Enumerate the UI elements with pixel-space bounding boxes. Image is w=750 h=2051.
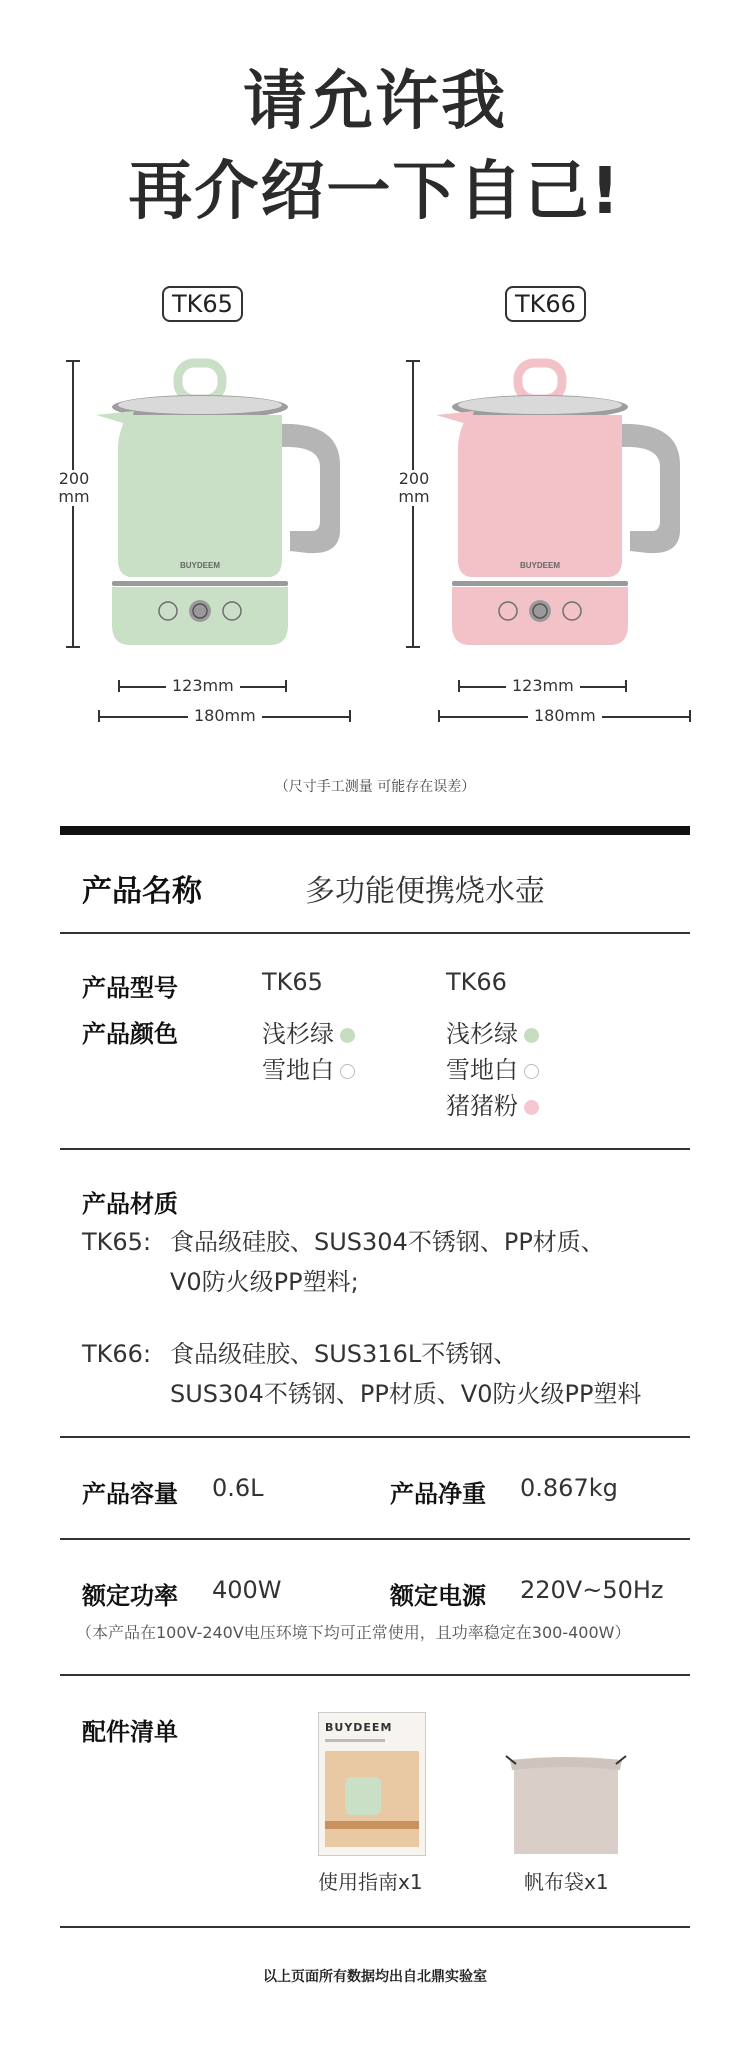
manual-image bbox=[318, 1712, 426, 1856]
capacity-label: 产品容量 bbox=[82, 1480, 178, 1508]
outer-width-tick-r2 bbox=[689, 710, 691, 722]
green-swatch-icon-2 bbox=[524, 1028, 539, 1043]
divider-5 bbox=[60, 1674, 690, 1676]
divider-6 bbox=[60, 1926, 690, 1928]
tk66-color-white bbox=[446, 1050, 539, 1085]
tk66-material-line1: 食品级硅胶、SUS316L不锈钢、 bbox=[170, 1340, 518, 1368]
power-label: 额定功率 bbox=[82, 1582, 178, 1610]
tk65-color-green-text: 浅杉绿 bbox=[262, 1020, 334, 1048]
manual-photo bbox=[325, 1751, 419, 1847]
tk66-color-white-text: 雪地白 bbox=[446, 1056, 518, 1084]
inner-width-label-right: 123mm bbox=[506, 676, 580, 695]
product-name-value: 多功能便携烧水壶 bbox=[305, 874, 545, 909]
accessory-label: 配件清单 bbox=[82, 1718, 178, 1746]
divider-4 bbox=[60, 1538, 690, 1540]
power-value: 400W bbox=[212, 1576, 282, 1604]
supply-value: 220V~50Hz bbox=[520, 1576, 664, 1604]
manual-subtitle-bar bbox=[325, 1739, 385, 1742]
height-value-right: 200 bbox=[398, 469, 430, 488]
white-swatch-icon-2 bbox=[524, 1064, 539, 1079]
manual-kettle-shape bbox=[345, 1777, 381, 1815]
tk66-color-pink-text: 猪猪粉 bbox=[446, 1092, 518, 1120]
manual-brand: BUYDEEM bbox=[325, 1721, 393, 1734]
section-divider-thick bbox=[60, 826, 690, 835]
tk65-material-line2: V0防火级PP塑料; bbox=[170, 1268, 359, 1296]
canvas-bag-image bbox=[496, 1750, 636, 1860]
divider-3 bbox=[60, 1436, 690, 1438]
tk65-color-green bbox=[262, 1014, 355, 1049]
manual-label: 使用指南x1 bbox=[318, 1870, 423, 1894]
tk65-color-white bbox=[262, 1050, 355, 1085]
outer-width-label-left: 180mm bbox=[188, 706, 262, 725]
tk66-material-line2: SUS304不锈钢、PP材质、V0防火级PP塑料 bbox=[170, 1380, 642, 1408]
material-label: 产品材质 bbox=[82, 1190, 178, 1218]
page-title-line2: 再介绍一下自己! bbox=[128, 155, 622, 229]
color-label: 产品颜色 bbox=[82, 1020, 178, 1048]
inner-width-tick-r bbox=[285, 680, 287, 692]
bag-label: 帆布袋x1 bbox=[524, 1870, 609, 1894]
weight-value: 0.867kg bbox=[520, 1474, 618, 1502]
divider-1 bbox=[60, 932, 690, 934]
tk65-material-prefix: TK65: bbox=[82, 1228, 152, 1256]
kettle-tk65-image bbox=[90, 355, 360, 655]
page-title-line1: 请允许我 bbox=[243, 65, 507, 139]
measurement-note: （尺寸手工测量 可能存在误差） bbox=[274, 779, 476, 795]
product-name-label: 产品名称 bbox=[82, 874, 202, 909]
model-label: 产品型号 bbox=[82, 974, 178, 1002]
power-note: （本产品在100V-240V电压环境下均可正常使用，且功率稳定在300-400W） bbox=[76, 1623, 631, 1642]
kettle-tk66-image bbox=[430, 355, 700, 655]
model-tag-tk66: TK66 bbox=[505, 286, 586, 322]
kettle-brand-right: BUYDEEM bbox=[519, 561, 561, 570]
pink-swatch-icon bbox=[524, 1100, 539, 1115]
height-unit: mm bbox=[58, 487, 90, 506]
model-tk65: TK65 bbox=[262, 968, 323, 996]
kettle-brand-left: BUYDEEM bbox=[179, 561, 221, 570]
outer-width-label-right: 180mm bbox=[528, 706, 602, 725]
tk65-material-line1: 食品级硅胶、SUS304不锈钢、PP材质、 bbox=[170, 1228, 605, 1256]
tk66-color-pink bbox=[446, 1086, 539, 1121]
tk66-color-green-text: 浅杉绿 bbox=[446, 1020, 518, 1048]
tk66-color-green bbox=[446, 1014, 539, 1049]
model-tag-tk65: TK65 bbox=[162, 286, 243, 322]
green-swatch-icon bbox=[340, 1028, 355, 1043]
tk66-material-prefix: TK66: bbox=[82, 1340, 152, 1368]
height-unit-right: mm bbox=[398, 487, 430, 506]
supply-label: 额定电源 bbox=[390, 1582, 486, 1610]
weight-label: 产品净重 bbox=[390, 1480, 486, 1508]
height-dim-bottom-cap-right bbox=[406, 646, 420, 648]
outer-width-tick-r bbox=[349, 710, 351, 722]
capacity-value: 0.6L bbox=[212, 1474, 264, 1502]
manual-table-shape bbox=[325, 1821, 419, 1829]
inner-width-label-left: 123mm bbox=[166, 676, 240, 695]
footer-note: 以上页面所有数据均出自北鼎实验室 bbox=[263, 1969, 487, 1985]
inner-width-tick-r2 bbox=[625, 680, 627, 692]
model-tk66: TK66 bbox=[446, 968, 507, 996]
height-value: 200 bbox=[58, 469, 90, 488]
tk65-color-white-text: 雪地白 bbox=[262, 1056, 334, 1084]
white-swatch-icon bbox=[340, 1064, 355, 1079]
divider-2 bbox=[60, 1148, 690, 1150]
height-dim-bottom-cap bbox=[66, 646, 80, 648]
